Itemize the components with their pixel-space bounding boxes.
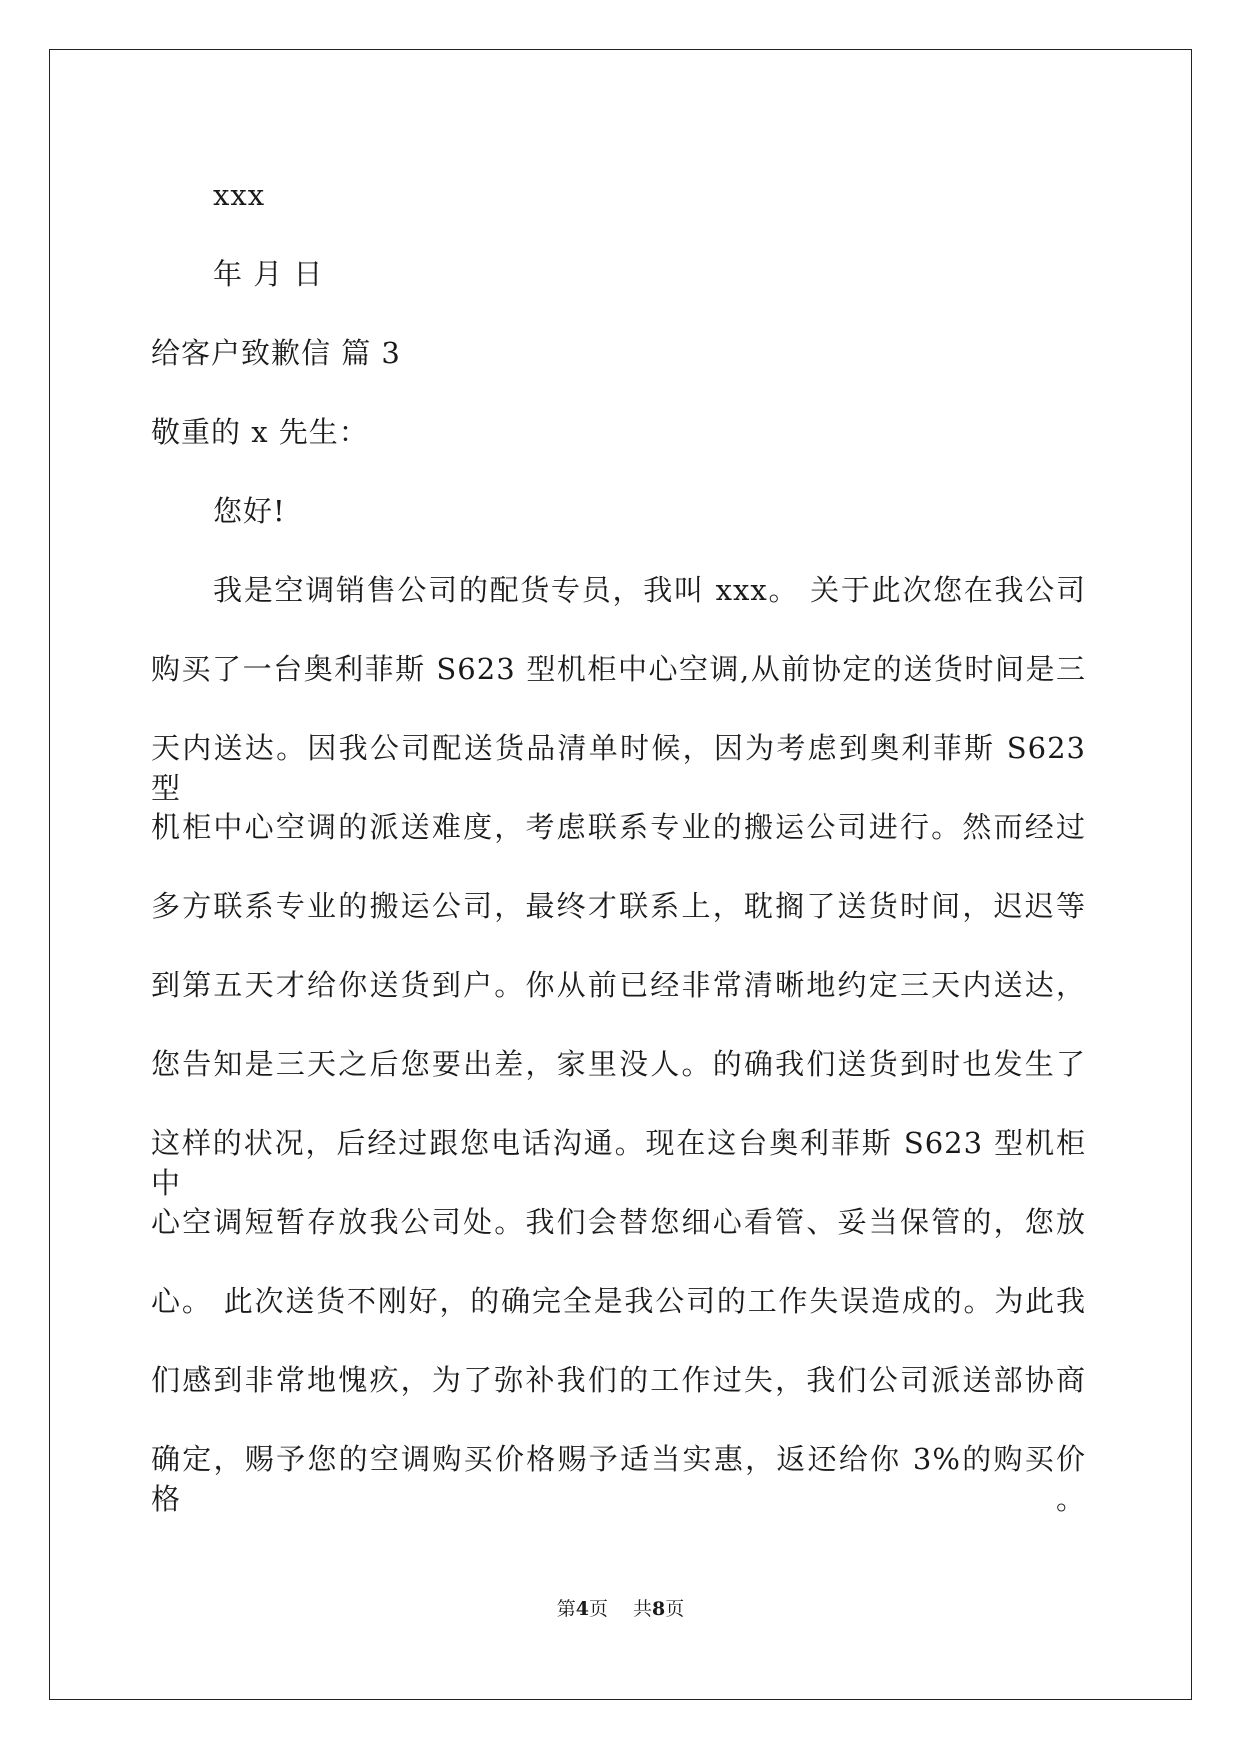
body-line: 机柜中心空调的派送难度，考虑联系专业的搬运公司进行。然而经过: [151, 810, 1086, 844]
body-line: 这样的状况，后经过跟您电话沟通。现在这台奥利菲斯 S623 型机柜中: [151, 1126, 1086, 1200]
body-line: 您告知是三天之后您要出差，家里没人。的确我们送货到时也发生了: [151, 1047, 1086, 1081]
signature-name: xxx: [213, 178, 266, 212]
current-page-number: 4: [575, 1598, 589, 1620]
total-pages-number: 8: [652, 1598, 666, 1620]
salutation: 敬重的 x 先生：: [151, 415, 369, 449]
body-line: 确定，赐予您的空调购买价格赐予适当实惠，返还给你 3%的购买价格。: [151, 1442, 1086, 1516]
page-footer: [0, 1597, 1241, 1621]
footer-mid: 页 共: [588, 1598, 653, 1620]
body-line: 心。 此次送货不刚好，的确完全是我公司的工作失误造成的。为此我: [151, 1284, 1086, 1318]
footer-prefix: 第: [556, 1598, 576, 1620]
footer-suffix: 页: [665, 1598, 685, 1620]
greeting: 您好!: [213, 494, 286, 528]
body-line: 我是空调销售公司的配货专员，我叫 xxx。 关于此次您在我公司: [213, 573, 1086, 607]
body-line: 心空调短暂存放我公司处。我们会替您细心看管、妥当保管的，您放: [151, 1205, 1086, 1239]
body-line: 购买了一台奥利菲斯 S623 型机柜中心空调,从前协定的送货时间是三: [151, 652, 1086, 686]
body-line: 们感到非常地愧疚，为了弥补我们的工作过失，我们公司派送部协商: [151, 1363, 1086, 1397]
section-heading: 给客户致歉信 篇 3: [151, 336, 401, 370]
body-line: 天内送达。因我公司配送货品清单时候，因为考虑到奥利菲斯 S623 型: [151, 731, 1086, 805]
body-line: 多方联系专业的搬运公司，最终才联系上，耽搁了送货时间，迟迟等: [151, 889, 1086, 923]
signature-date: 年 月 日: [213, 257, 324, 291]
body-line: 到第五天才给你送货到户。你从前已经非常清晰地约定三天内送达，: [151, 968, 1086, 1002]
